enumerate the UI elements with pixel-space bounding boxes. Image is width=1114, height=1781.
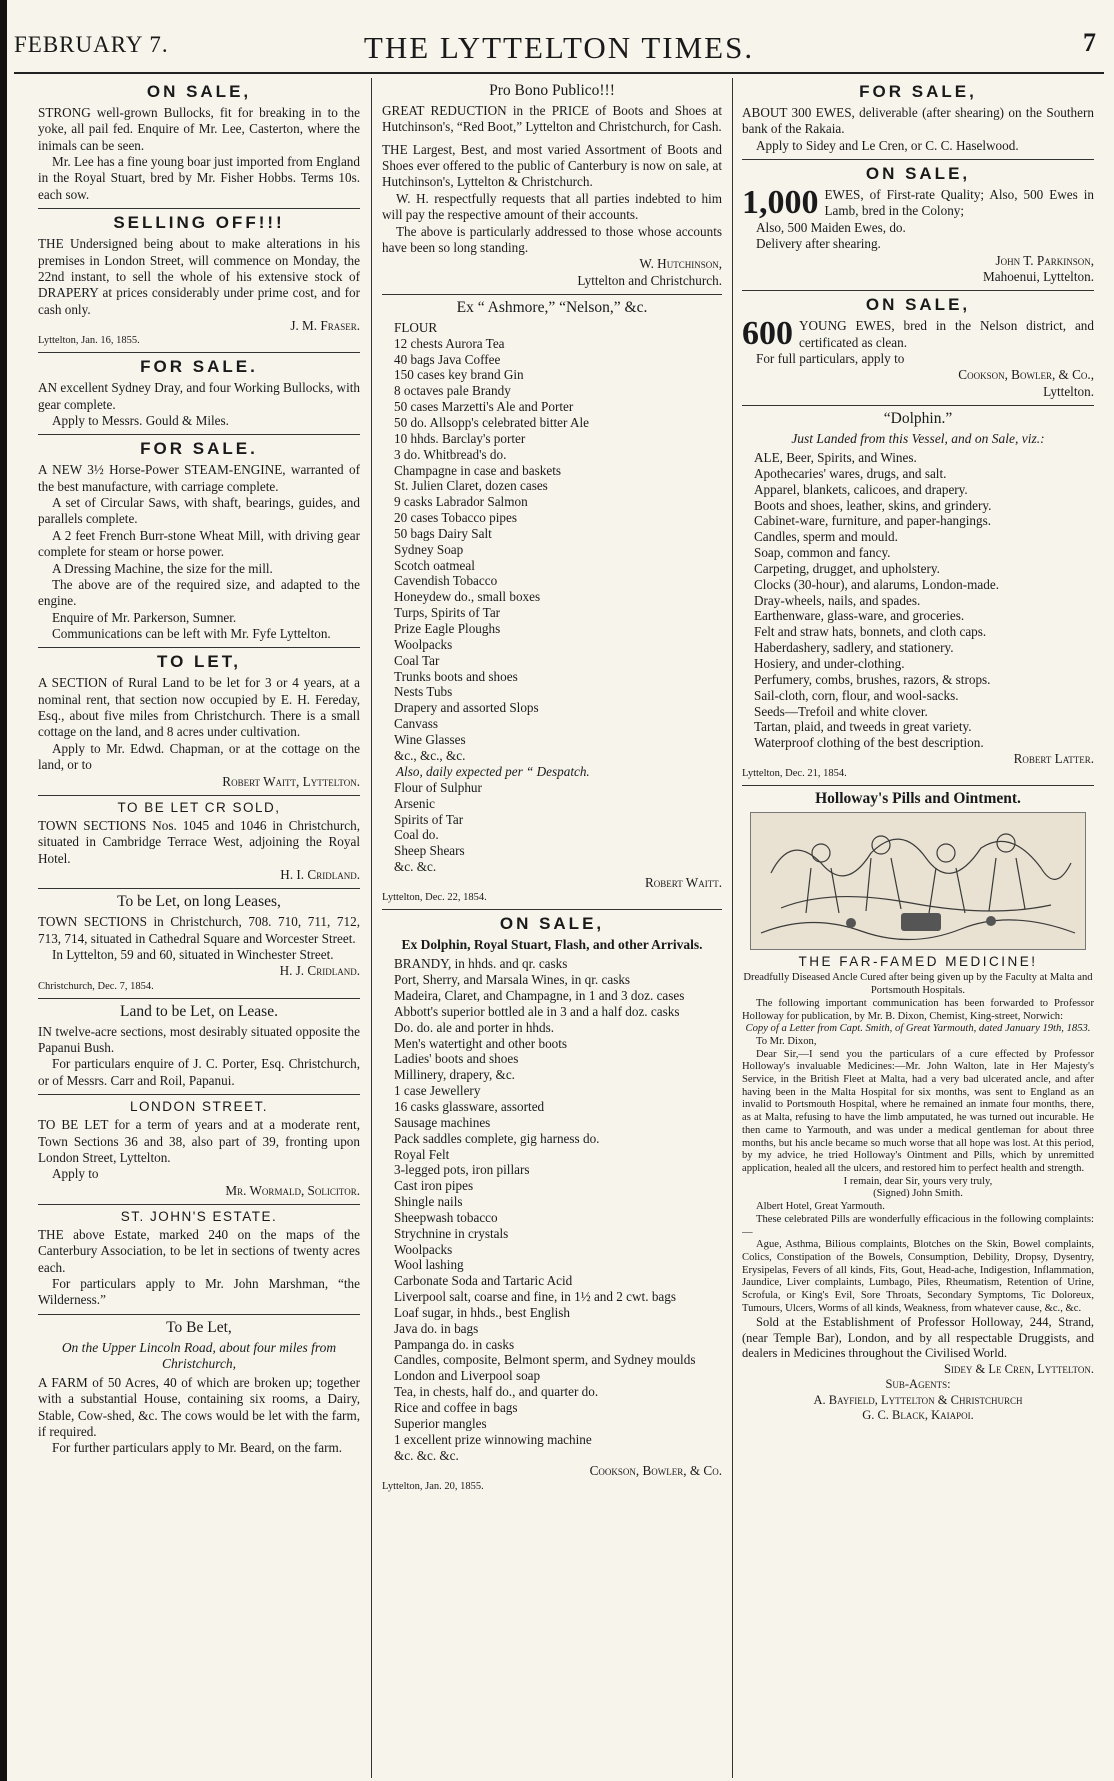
list-item: Champagne in case and baskets [394,462,561,478]
ad-signature: H. J. Cridland. [279,963,360,979]
list-item: Cast iron pipes [394,1178,474,1194]
ad-text: These celebrated Pills are wonderfully efficacious in the following complaints:— [742,1213,1094,1238]
ad-text: Apply to Sidey and Le Cren, or C. C. Haselwood. [756,137,1019,153]
ad-heading: “Dolphin.” [883,410,953,428]
ad-signature: Robert Waitt. [644,875,722,890]
list-item: London and Liverpool soap [394,1368,541,1384]
ad-text: A FARM of 50 Acres, 40 of which are broken up; together with a substantial House, containing six rooms, a Dairy, Stable, Cow-shed, &c. The cows would be let with the farm, if required. [38,1374,360,1439]
ad-to-let-rural [38,648,360,796]
ad-text: (Signed) John Smith. [873,1188,963,1200]
ad-signature: Robert Latter. [1013,751,1094,767]
ad-text: The above are of the required size, and adapted to the engine. [38,576,360,609]
ad-heading: Pro Bono Publico!!! [489,82,615,99]
page-number: 7 [1083,28,1096,57]
list-item: Felt and straw hats, bonnets, and cloth caps. [754,624,987,640]
binding-edge [0,0,7,1781]
list-item: Sausage machines [394,1114,491,1130]
ad-town-sections-sold [38,796,360,889]
ad-heading: Ex “ Ashmore,” “Nelson,” &c. [456,298,648,316]
ad-ashmore-cargo [382,295,722,910]
list-item: Dray-wheels, nails, and spades. [754,592,921,608]
list-item: Boots and shoes, leather, skins, and grindery. [754,497,992,513]
ad-1000-ewes [742,160,1094,291]
list-item: Cabinet-ware, furniture, and paper-hangings. [754,513,992,529]
ad-text: STRONG well-grown Bullocks, fit for breaking in to the yoke, all pail fed. Enquire of Mr. Lee, Casterton, where the inimals can be seen. [38,105,360,153]
list-item: Shingle nails [394,1194,463,1210]
list-item: 8 octaves pale Brandy [394,383,511,399]
ad-signature: Lyttelton. [1043,383,1094,399]
list-item: 16 casks glassware, assorted [394,1098,545,1114]
list-item: Pack saddles complete, gig harness do. [394,1130,600,1146]
list-item: Sheep Shears [394,843,465,859]
ad-text: Sold at the Establishment of Professor Holloway, 244, Strand, (near Temple Bar), London, and by all respectable Druggists, and dealers in Medicines throughout the Civilised World. [742,1315,1094,1361]
ad-heading: FOR SALE, [859,82,977,101]
list-item: 1 excellent prize winnowing machine [394,1431,592,1447]
ad-text: For further particulars apply to Mr. Beard, on the farm. [52,1440,343,1456]
list-item: Sydney Soap [394,541,464,557]
list-item: Honeydew do., small boxes [394,589,541,605]
ad-text: GREAT REDUCTION in the PRICE of Boots and Shoes at Hutchinson's, “Red Boot,” Lyttelton and Christchurch, for Cash. [382,103,722,135]
ad-heading: TO LET, [157,652,241,672]
goods-list [382,956,722,1463]
column-rule [732,78,733,1778]
ad-holloways-pills [742,786,1094,1428]
list-item: Apparel, blankets, calicoes, and drapery. [754,481,968,497]
list-item: Waterproof clothing of the best description. [754,735,984,751]
list-item: Trunks boots and shoes [394,668,518,684]
list-item: Tea, in chests, half do., and quarter do. [394,1384,599,1400]
column-1 [38,78,360,1778]
ad-text: TOWN SECTIONS Nos. 1045 and 1046 in Christchurch, situated in Cambridge Terrace West, adjoining the Royal Hotel. [38,817,360,866]
ad-text: IN twelve-acre sections, most desirably situated opposite the Papanui Bush. [38,1023,360,1056]
list-item: Java do. in bags [394,1320,479,1336]
ad-heading: TO BE LET CR SOLD, [117,799,281,815]
ad-signature: W. Hutchinson, [639,256,722,272]
list-item: Perfumery, combs, brushes, razors, & strops. [754,671,991,687]
ad-steam-engine [38,435,360,648]
list-item: 50 do. Allsopp's celebrated bitter Ale [394,415,590,431]
list-item: Port, Sherry, and Marsala Wines, in qr. casks [394,972,631,988]
ad-number: 1,000 [742,184,819,222]
ad-text: THE above Estate, marked 240 on the maps of the Canterbury Association, to be let in sections of twenty acres each. [38,1227,360,1275]
ad-heading: LONDON STREET. [129,1099,269,1115]
list-item: Soap, common and fancy. [754,545,891,561]
ad-text: TO BE LET for a term of years and at a moderate rent, Town Sections 36 and 38, also part of 39, fronting upon London Street, Lyttelton. [38,1117,360,1165]
list-item: Woolpacks [394,636,453,652]
ad-text: W. H. respectfully requests that all parties indebted to him will pay the respective amount of their accounts. [382,190,722,223]
engraving-illustration [750,812,1086,950]
ad-signature: H. I. Cridland. [280,866,360,882]
ad-heading: FOR SALE. [140,357,258,377]
list-item: Prize Eagle Ploughs [394,620,501,636]
issue-date: FEBRUARY 7. [14,32,169,57]
ad-text: Apply to Mr. Edwd. Chapman, or at the cottage on the land, or to [38,740,360,773]
list-item: Spirits of Tar [394,811,464,827]
list-item: Sheepwash tobacco [394,1209,498,1225]
ad-text: Also, 500 Maiden Ewes, do. [756,219,906,235]
list-item: 150 cases key brand Gin [394,367,524,383]
ad-text: Apply to [52,1166,99,1182]
list-item: &c., &c., &c. [394,747,466,763]
list-item: Men's watertight and other boots [394,1035,568,1051]
list-item: Drapery and assorted Slops [394,700,539,716]
list-item: 40 bags Java Coffee [394,351,501,367]
ad-heading: ON SALE, [499,914,605,934]
ad-signature: Sidey & Le Cren, Lyttelton. [943,1361,1094,1376]
ad-text: Mr. Lee has a fine young boar just imported from England in the Royal Stuart, bred by Mr. Fisher Hobbs. Terms 10s. each sow. [38,154,360,202]
ad-subheading: Ex Dolphin, Royal Stuart, Flash, and other Arrivals. [401,937,703,953]
ad-text: Albert Hotel, Great Yarmouth. [756,1201,885,1213]
list-item: 50 cases Marzetti's Ale and Porter [394,399,574,415]
list-item: Arsenic [394,795,436,811]
ad-text: A NEW 3½ Horse-Power STEAM-ENGINE, warranted of the best manufacture, with carriage complete. [38,462,360,494]
ad-subheading: Also, daily expected per “ Despatch. [396,763,590,779]
list-item: Turps, Spirits of Tar [394,605,501,621]
ad-farm-to-let [38,1315,360,1462]
ad-text: Ague, Asthma, Bilious complaints, Blotches on the Skin, Bowel complaints, Colics, Constipation of the Bowels, Consumption, Debility, Dropsy, Dysentry, Erysipelas, Fevers of all kinds, Fits, Gout, Head-ache, Indigestion, Inflammation, Jaundice, Liver complaints, Lumbago, Piles, Rheumatism, Retention of Urine, Scrofula, or King's Evil, Sore Throats, Secondary Symptoms, Tic Doloreux, Tumours, Ulcers, Worms of all kinds, Weakness, from whatever cause, &c., &c. [742,1239,1094,1314]
list-item: &c. &c. [394,859,437,875]
ad-text: Dear Sir,—I send you the particulars of a cure effected by Professor Holloway's invaluable Medicines:—Mr. John Walton, late in Her Majesty's Service, in the British Fleet at Malta, had a very bad ulcerated ancle, and after having been in the Malta Hospital for six months, was sent to England as an invalid to Portsmouth Hospital, where he remained an inmate four months, there, as at Malta, refusing to have the limb amputated, he was turned out incurable. He then came to Yarmouth, and was under a medical gentleman for about three months, but his ancle became so much worse that all hope was lost. At this period, by my advice, he tried Holloway's Ointment and Pills, which by unremitted application, healed all the ulcers, and restored him to perfect health and strength. [742,1048,1094,1174]
ad-subheading: On the Upper Lincoln Road, about four miles from Christchurch, [61,1339,337,1371]
ad-signature: Cookson, Bowler, & Co., [958,367,1094,383]
list-item: Earthenware, glass-ware, and groceries. [754,608,965,624]
ad-text: YOUNG EWES, bred in the Nelson district, and certificated as clean. [799,318,1094,350]
ad-text: AN excellent Sydney Dray, and four Working Bullocks, with gear complete. [38,380,360,412]
ad-date: Lyttelton, Jan. 20, 1855. [382,1480,484,1492]
ad-text: Sub-Agents: [885,1377,951,1392]
ad-heading: ST. JOHN'S ESTATE. [120,1209,278,1224]
ad-subheading: Just Landed from this Vessel, and on Sale, viz.: [791,431,1045,447]
list-item: Loaf sugar, in hhds., best English [394,1304,571,1320]
ad-number: 600 [742,315,793,353]
ad-text: Delivery after shearing. [756,236,881,252]
list-item: Nests Tubs [394,684,453,700]
list-item: Cavendish Tobacco [394,573,498,589]
list-item: 50 bags Dairy Salt [394,525,492,541]
list-item: Superior mangles [394,1415,487,1431]
ad-text: G. C. Black, Kaiapoi. [862,1408,974,1423]
list-item: Clocks (30-hour), and alarums, London-made. [754,576,1000,592]
ad-text: To Mr. Dixon, [756,1035,817,1047]
ad-text: THE Undersigned being about to make alterations in his premises in London Street, will commence on Monday, the 22nd instant, to sell the whole of his extensive stock of DRAPERY at prices considerably under prime cost, and for cash only. [38,236,360,317]
ad-date: Christchurch, Dec. 7, 1854. [38,980,154,992]
list-item: Hosiery, and under-clothing. [754,656,905,671]
list-item: 1 case Jewellery [394,1083,481,1099]
list-item: Coal Tar [394,652,440,668]
list-item: Carbonate Soda and Tartaric Acid [394,1273,573,1289]
list-item: Apothecaries' wares, drugs, and salt. [754,465,947,481]
ad-heading: ON SALE, [146,82,252,101]
list-item: Royal Felt [394,1146,450,1162]
list-item: Flour of Sulphur [394,779,482,795]
list-item: Scotch oatmeal [394,557,475,573]
list-item: FLOUR [394,319,438,335]
ad-dolphin-arrivals [382,910,722,1497]
list-item: 3-legged pots, iron pillars [394,1162,530,1178]
list-item: Seeds—Trefoil and white clover. [754,703,928,719]
list-item: Carpeting, drugget, and upholstery. [754,560,940,576]
ad-date: Lyttelton, Dec. 22, 1854. [382,892,487,904]
list-item: Pampanga do. in casks [394,1336,515,1352]
list-item: Abbott's superior bottled ale in 3 and a half doz. casks [394,1003,680,1019]
list-item: Canvass [394,716,438,732]
ad-signature: Mr. Wormald, Solicitor. [225,1182,360,1198]
list-item: Millinery, drapery, &c. [394,1067,515,1083]
list-item: &c. &c. &c. [394,1447,459,1463]
ad-text: ABOUT 300 EWES, deliverable (after shearing) on the Southern bank of the Rakaia. [742,105,1094,137]
list-item: Liverpool salt, coarse and fine, in 1½ and 2 cwt. bags [394,1289,676,1305]
ad-text: A Dressing Machine, the size for the mill. [52,560,273,576]
column-rule [371,78,372,1778]
ad-long-leases [38,889,360,998]
ad-signature: Cookson, Bowler, & Co. [589,1463,722,1479]
list-item: St. Julien Claret, dozen cases [394,478,548,494]
list-item: BRANDY, in hhds. and qr. casks [394,956,568,972]
list-item: Rice and coffee in bags [394,1400,518,1415]
ad-text: A set of Circular Saws, with shaft, bearings, guides, and parallels complete. [38,495,360,527]
ad-selling-off [38,209,360,353]
ad-heading: ON SALE, [865,295,971,315]
ad-text: TOWN SECTIONS in Christchurch, 708. 710, 711, 712, 713, 714, situated in Cathedral Square and Worcester Street. [38,914,360,946]
list-item: Haberdashery, sadlery, and stationery. [754,640,954,656]
ad-heading: ON SALE, [865,164,971,184]
ad-signature: Mahoenui, Lyttelton. [983,268,1094,284]
ad-sydney-dray [38,353,360,435]
goods-list [742,450,1094,751]
ad-heading: Land to be Let, on Lease. [120,1002,278,1020]
list-item: Strychnine in crystals [394,1225,509,1241]
ad-text: EWES, of First-rate Quality; Also, 500 Ewes in Lamb, bred in the Colony; [824,187,1094,219]
ad-dolphin-goods [742,406,1094,786]
ad-text: Enquire of Mr. Parkerson, Sumner. [52,609,237,625]
list-item: Candles, sperm and mould. [754,529,898,545]
ad-text: For particulars enquire of J. C. Porter, Esq. Christchurch, or of Messrs. Carr and Roil, Papanui. [38,1056,360,1088]
ad-text: A 2 feet French Burr-stone Wheat Mill, with driving gear complete for steam or horse power. [38,527,360,560]
list-item: 3 do. Whitbread's do. [394,446,507,462]
ad-text: A SECTION of Rural Land to be let for 3 or 4 years, at a nominal rent, that section now occupied by E. H. Fereday, Esq., about five miles from Christchurch. There is a small cottage on the land, and 8 acres under cultivation. [38,675,360,740]
ad-caption: THE FAR-FAMED MEDICINE! [798,954,1038,970]
list-item: 12 chests Aurora Tea [394,335,505,351]
ad-signature: J. M. Fraser. [290,317,360,333]
ad-text: For full particulars, apply to [756,350,905,366]
list-item: 9 casks Labrador Salmon [394,494,528,510]
ad-text: The following important communication has been forwarded to Professor Holloway for publication, by Mr. B. Dixon, Chemist, King-street, Norwich: [742,997,1094,1022]
list-item: 20 cases Tobacco pipes [394,510,517,526]
ad-text: For particulars apply to Mr. John Marshman, “the Wilderness.” [38,1276,360,1308]
list-item: Candles, composite, Belmont sperm, and Sydney moulds [394,1352,696,1368]
ad-heading: FOR SALE. [140,439,258,459]
ad-text: The above is particularly addressed to those whose accounts have been so long standing. [382,223,722,255]
ad-date: Lyttelton, Dec. 21, 1854. [742,768,847,780]
ad-land-lease [38,999,360,1095]
list-item: Woolpacks [394,1241,453,1257]
goods-list [382,320,722,764]
ad-text: Copy of a Letter from Capt. Smith, of Great Yarmouth, dated January 19th, 1853. [745,1023,1091,1035]
ad-text: THE Largest, Best, and most varied Assortment of Boots and Shoes ever offered to the public of Canterbury is now on sale, at Hutchinson's, Lyttelton & Christchurch. [382,141,722,190]
ad-text: A. Bayfield, Lyttelton & Christchurch [813,1392,1023,1407]
ad-text: I remain, dear Sir, yours very truly, [843,1175,993,1187]
ad-signature: Lyttelton and Christchurch. [577,272,722,288]
list-item: ALE, Beer, Spirits, and Wines. [754,450,917,466]
ad-heading: Holloway's Pills and Ointment. [815,790,1021,808]
list-item: Wool lashing [394,1257,464,1273]
list-item: Ladies' boots and shoes [394,1051,519,1067]
ad-heading: To Be Let, [166,1318,232,1336]
list-item: 10 hhds. Barclay's porter [394,430,526,446]
list-item: Do. do. ale and porter in hhds. [394,1019,555,1035]
ad-hutchinson-boots [382,78,722,295]
ad-signature: Robert Waitt, Lyttelton. [222,773,360,789]
ad-text: Dreadfully Diseased Ancle Cured after being given up by the Faculty at Malta and Portsmouth Hospitals. [743,972,1093,997]
list-item: Coal do. [394,827,439,843]
goods-list [382,780,722,875]
column-3 [742,78,1094,1778]
ad-text: In Lyttelton, 59 and 60, situated in Winchester Street. [52,947,334,963]
ad-text: Communications can be left with Mr. Fyfe Lyttelton. [52,626,331,641]
ad-bullocks [38,78,360,209]
ad-heading: SELLING OFF!!! [113,213,285,233]
masthead [14,28,1104,74]
ad-st-johns-estate [38,1205,360,1315]
list-item: Sail-cloth, corn, flour, and wool-sacks. [754,687,959,703]
ad-ewes-rakaia [742,78,1094,160]
ad-600-ewes [742,291,1094,406]
ad-date: Lyttelton, Jan. 16, 1855. [38,335,140,347]
ad-london-street [38,1095,360,1205]
ad-signature: John T. Parkinson, [995,252,1094,268]
column-2 [382,78,722,1778]
ad-text: Apply to Messrs. Gould & Miles. [52,413,229,429]
ad-heading: To be Let, on long Leases, [117,893,281,911]
list-item: Tartan, plaid, and tweeds in great variety. [754,719,972,735]
list-item: Wine Glasses [394,731,466,747]
list-item: Madeira, Claret, and Champagne, in 1 and 3 doz. cases [394,988,685,1004]
newspaper-title: THE LYTTELTON TIMES. [363,30,755,65]
